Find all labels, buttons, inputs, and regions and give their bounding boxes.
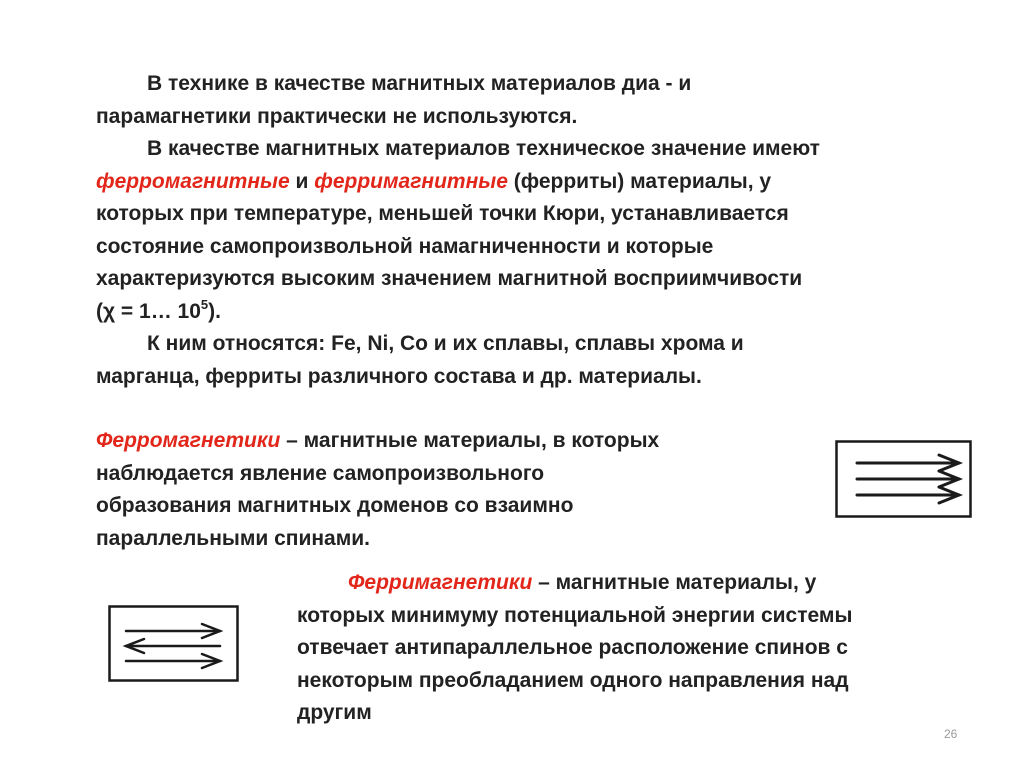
ferro-line-2: наблюдается явление самопроизвольного [96,461,545,485]
intro-line-5: которых при температуре, меньшей точки Кюри, устанавливается [96,202,789,225]
intro-line-4-rest: (ферриты) материалы, у [507,169,772,193]
intro-line-6: состояние самопроизвольной намагниченности и которые [96,234,714,258]
ferro-line-4: параллельными спинами. [96,526,371,550]
intro-line-2: парамагнетики практически не используются. [96,104,578,128]
intro-line-3: В качестве магнитных материалов техническое значение имеют [147,137,820,160]
ferri-line-1 [297,567,852,600]
ferro-line-1 [96,425,659,458]
conjunction-and: и [289,169,315,193]
ferromagnetics-term: Ферромагнетики [96,429,281,452]
ferri-line-1-rest: – магнитные материалы, у [532,571,817,594]
parallel-spins-diagram [835,440,972,518]
intro-line-8 [96,296,820,329]
spin-arrows [857,455,959,503]
intro-line-10: марганца, ферриты различного состава и др. материалы. [96,364,702,388]
term-ferrimagnetic: ферримагнитные [314,169,508,193]
ferro-line-3: образования магнитных доменов со взаимно [96,494,574,517]
ferri-line-5: другим [297,701,372,724]
ferri-line-4: некоторым преобладанием одного направления над [297,668,849,692]
intro-line-9: К ним относятся: Fe, Ni, Co и их сплавы, сплавы хрома и [147,332,744,355]
intro-paragraph [96,68,820,393]
page-number: 26 [944,727,958,741]
ferri-line-3: отвечает антипараллельное расположение спинов с [297,636,848,659]
intro-line-7: характеризуются высоким значением магнитной восприимчивости [96,267,803,290]
susceptibility-suffix: ). [208,299,221,323]
intro-line-4 [96,166,820,199]
ferrimagnetics-definition [297,567,852,730]
term-ferromagnetic: ферромагнитные [96,169,290,193]
ferro-line-1-rest: – магнитные материалы, в которых [280,429,660,452]
diagram-frame [110,607,238,681]
susceptibility-prefix: (χ = 1… 10 [96,299,201,323]
spin-arrows [126,624,220,668]
intro-line-1: В технике в качестве магнитных материалов диа - и [147,72,692,95]
ferri-line-2: которых минимуму потенциальной энергии системы [297,603,853,627]
ferromagnetics-definition [96,425,659,555]
susceptibility-exponent: 5 [200,296,209,312]
ferrimagnetics-term: Ферримагнетики [348,571,533,594]
antiparallel-spins-diagram [108,605,239,682]
